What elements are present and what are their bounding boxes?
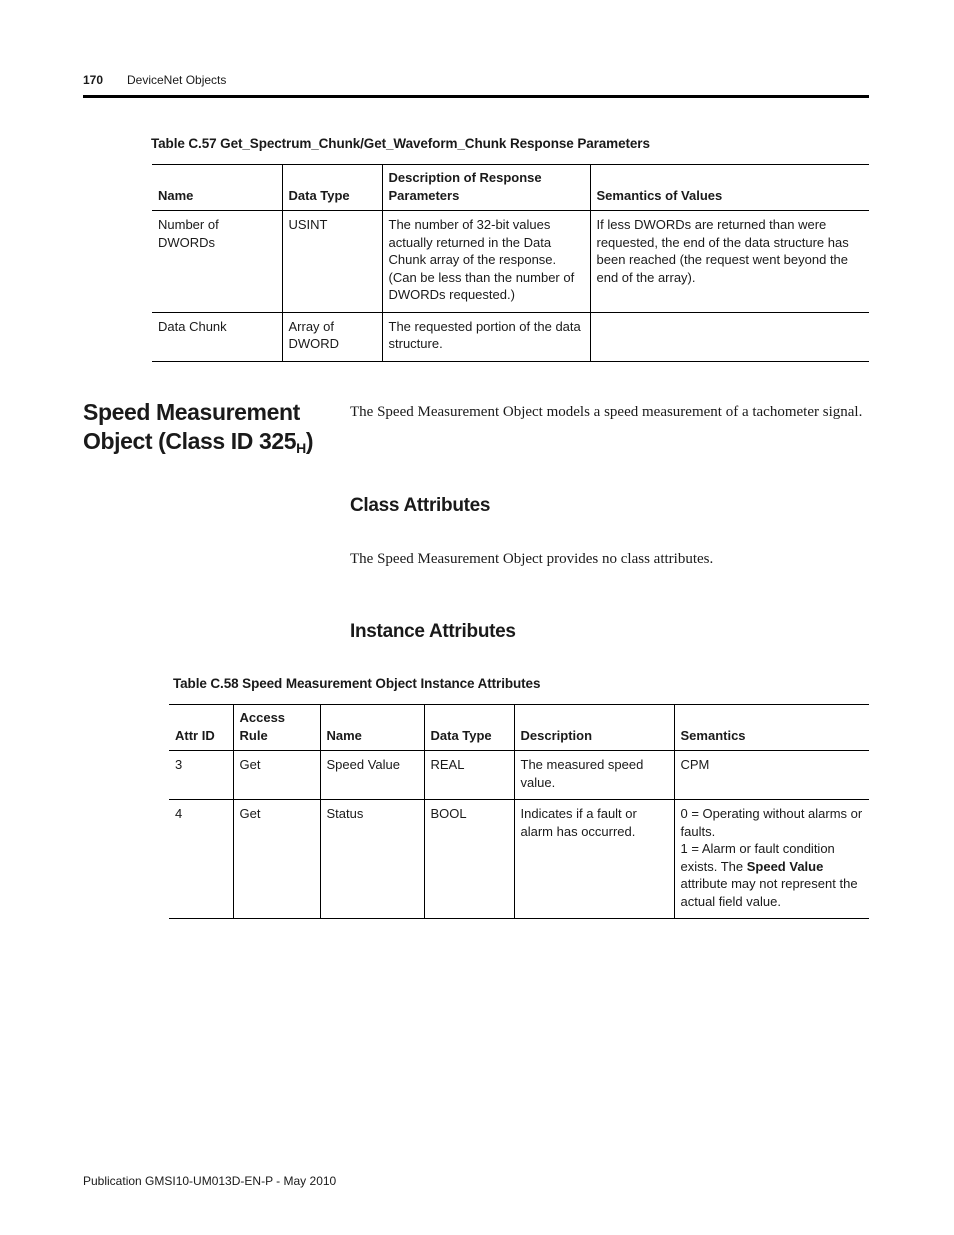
column-header: Data Type xyxy=(424,705,514,751)
table-cell: If less DWORDs are returned than were requested, the end of the data structure has been reached (the request went beyond the end of the array). xyxy=(590,211,869,313)
status-semantics-line2-post: attribute may not represent the actual field value. xyxy=(680,876,858,909)
class-attributes-heading: Class Attributes xyxy=(350,495,491,516)
table-cell: Array of DWORD xyxy=(282,312,382,361)
status-semantics-cell xyxy=(674,800,869,919)
column-header: Access Rule xyxy=(233,705,320,751)
table-cell: Number of DWORDs xyxy=(158,217,219,250)
column-header: Semantics of Values xyxy=(590,165,869,211)
status-semantics-line2-pre: 1 = Alarm or fault condition exists. The xyxy=(680,841,835,874)
section-title xyxy=(83,398,345,463)
column-header: Semantics xyxy=(674,705,869,751)
table-c57-caption: Table C.57 Get_Spectrum_Chunk/Get_Waveform_Chunk Response Parameters xyxy=(151,136,650,151)
column-header: Attr ID xyxy=(175,727,215,743)
table-cell: USINT xyxy=(282,211,382,313)
table-row xyxy=(169,800,869,919)
table-cell: CPM xyxy=(674,751,869,800)
table-cell: The number of 32-bit values actually returned in the Data Chunk array of the response. (Can be less than the number of DWORDs requested.) xyxy=(382,211,590,313)
table-cell: 3 xyxy=(175,757,183,772)
publication-footer: Publication GMSI10-UM013D-EN-P - May 2010 xyxy=(83,1174,337,1188)
status-semantics-line1: 0 = Operating without alarms or faults. xyxy=(680,806,863,839)
table-cell: Status xyxy=(320,800,424,919)
section-title-subscript: H xyxy=(296,440,306,456)
table-cell: The measured speed value. xyxy=(514,751,674,800)
table-cell: Get xyxy=(233,751,320,800)
speed-value-term: Speed Value xyxy=(746,858,824,874)
table-row xyxy=(169,751,869,800)
table-c58 xyxy=(169,704,869,919)
table-c58-caption: Table C.58 Speed Measurement Object Instance Attributes xyxy=(173,676,541,691)
section-title-close: ) xyxy=(305,428,314,454)
header-rule xyxy=(83,95,869,98)
table-row xyxy=(152,312,869,361)
table-cell: Indicates if a fault or alarm has occurred. xyxy=(514,800,674,919)
table-cell: BOOL xyxy=(424,800,514,919)
running-header-title: DeviceNet Objects xyxy=(127,73,227,87)
table-cell: Speed Value xyxy=(320,751,424,800)
table-cell: Get xyxy=(233,800,320,919)
table-row xyxy=(152,211,869,313)
table-cell: REAL xyxy=(424,751,514,800)
table-cell: 4 xyxy=(175,806,183,821)
section-title-main: Speed Measurement Object (Class ID 325 xyxy=(83,399,300,454)
column-header: Description xyxy=(514,705,674,751)
table-header-row xyxy=(169,705,869,751)
instance-attributes-heading: Instance Attributes xyxy=(350,621,516,642)
section-intro: The Speed Measurement Object models a speed measurement of a tachometer signal. xyxy=(350,404,863,420)
table-cell: Data Chunk xyxy=(158,318,227,334)
table-header-row xyxy=(152,165,869,211)
column-header: Description of Response Parameters xyxy=(382,165,590,211)
table-cell: The requested portion of the data structure. xyxy=(382,312,590,361)
table-c57 xyxy=(152,164,869,362)
class-attributes-text: The Speed Measurement Object provides no class attributes. xyxy=(350,551,714,567)
column-header: Data Type xyxy=(282,165,382,211)
column-header: Name xyxy=(158,187,194,203)
page-number: 170 xyxy=(83,73,104,87)
table-cell xyxy=(590,312,869,361)
column-header: Name xyxy=(320,705,424,751)
